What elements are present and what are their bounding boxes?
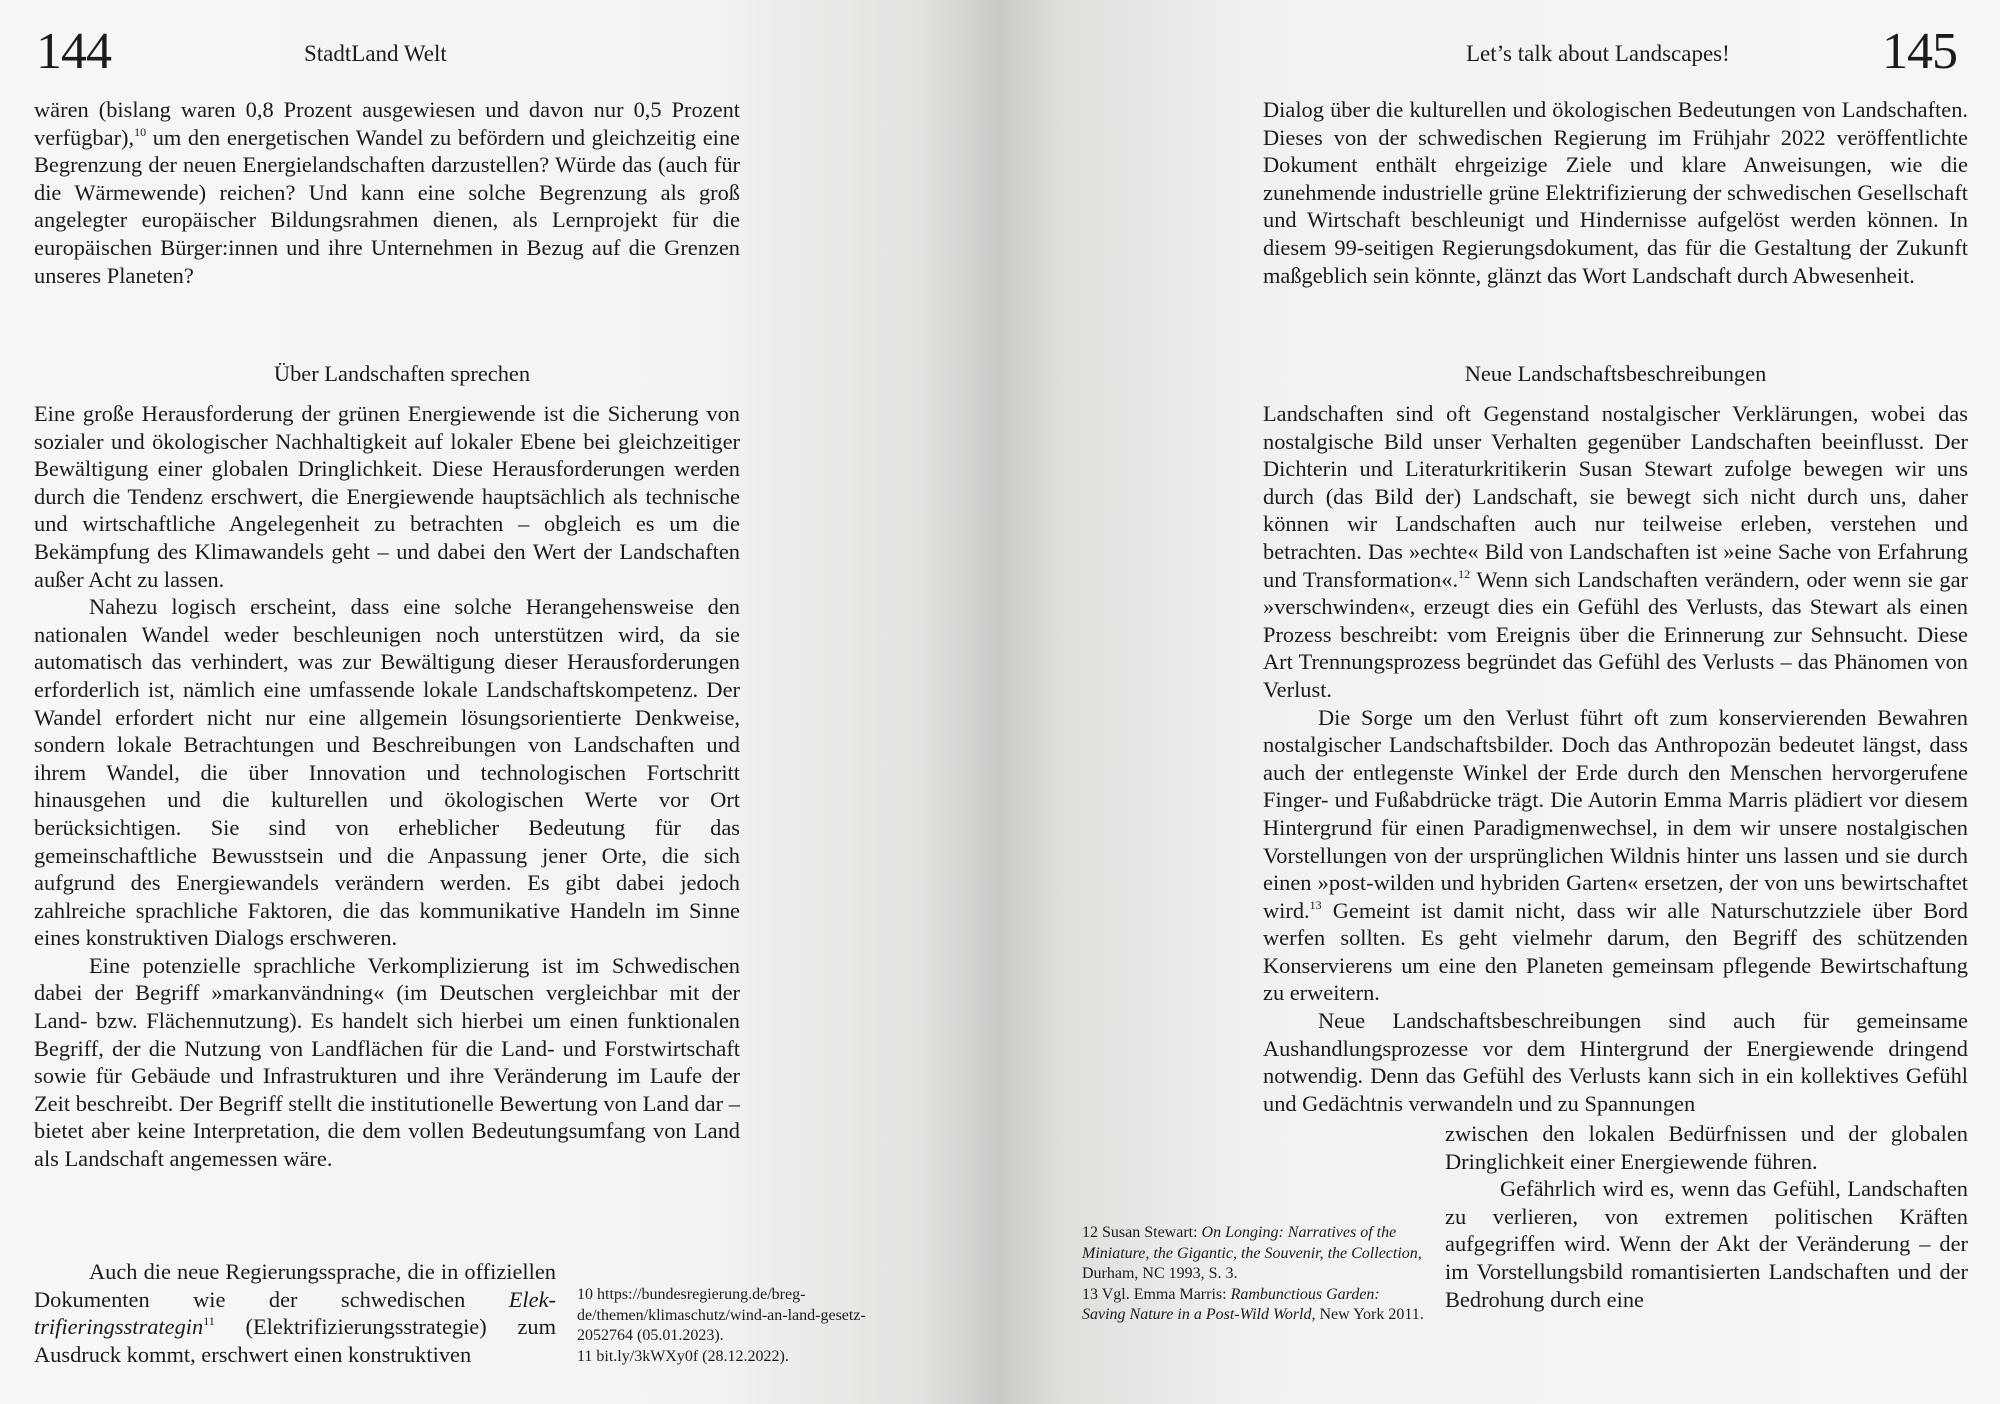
paragraph: Gefährlich wird es, wenn das Gefühl, Landschaften zu verlieren, von extremen politischen Kräften aufgegriffen wird. Wenn der Akt der Veränderung – der im Vorstellungsbild romantisierten Landschaften und der Bedrohung durch eine	[1445, 1176, 1968, 1312]
italic-text: Elektrifieringsstrategin	[34, 1286, 556, 1340]
left-body	[34, 400, 740, 1173]
page-number: 144	[36, 23, 111, 80]
footnote: 13 Vgl. Emma Marris: Rambunctious Garden: Saving Nature in a Post-Wild World, New York 2011.	[1082, 1285, 1424, 1323]
right-body-top	[1263, 96, 1968, 289]
paragraph: Eine große Herausforderung der grünen Energiewende ist die Sicherung von sozialer und ökologischer Nachhaltigkeit auf lokaler Ebene bei gleichzeitiger Bewältigung einer globalen Dringlichkeit. Diese Herausforderungen werden durch die Tendenz erschwert, die Energiewende hauptsächlich als technische und wirtschaftliche Angelegenheit zu betrachten – obgleich es um die Bekämpfung des Klimawandels geht – und dabei den Wert der Landschaften außer Acht zu lassen.	[34, 401, 740, 592]
paragraph: Die Sorge um den Verlust führt oft zum konservierenden Bewahren nostalgischer Landschaftsbilder. Doch das Anthropozän bedeutet längst, dass auch der entlegenste Winkel der Erde durch den Menschen hervorgerufene Finger- und Fußabdrücke trägt. Die Autorin Emma Marris plädiert vor diesem Hintergrund für einen Paradigmenwechsel, in dem wir unsere nostalgischen Vorstellungen von der ursprünglichen Wildnis hinter uns lassen und sie durch einen »post-wilden und hybriden Garten« ersetzen, der von uns bewirtschaftet wird.$^{13}$ Gemeint ist damit nicht, dass wir alle Naturschutzziele über Bord werfen sollten. Es geht vielmehr darum, den Begriff des schützenden Konservierens um eine den Planeten gemeinsam pflegende Bewirtschaftung zu erweitern.	[1263, 704, 1968, 1006]
footnote-ref: 11	[203, 1314, 215, 1329]
footnote-ref: 10	[134, 124, 147, 139]
paragraph: Nahezu logisch erscheint, dass eine solche Herangehensweise den nationalen Wandel weder beschleunigen noch unterstützen wird, da sie automatisch das verhindert, was zur Bewältigung dieser Herausforderungen erforderlich ist, nämlich eine umfassende lokale Landschaftskompetenz. Der Wandel erfordert nicht nur eine allgemein lösungsorientierte Denkweise, sondern lokale Betrachtungen und Beschreibungen von Landschaften und ihrem Wandel, die über Innovation und technologischen Fortschritt hinausgehen und die kulturellen und ökologischen Werte vor Ort berücksichtigen. Sie sind von erheblicher Bedeutung für das gemeinschaftliche Bewusstsein und die Anpassung jener Orte, die sich aufgrund des Energiewandels verändern werden. Es gibt dabei jedoch zahlreiche sprachliche Faktoren, die das kommunikative Handeln im Sinne eines konstruktiven Dialogs erschweren.	[34, 594, 740, 951]
footnote: 10 https://bundesregierung.de/breg-de/themen/klimaschutz/wind-an-land-gesetz-2052764 (05.01.2023).	[577, 1286, 866, 1344]
right-body	[1263, 400, 1968, 1117]
footnotes	[1082, 1223, 1427, 1326]
footnote: 12 Susan Stewart: On Longing: Narratives of the Miniature, the Gigantic, the Souvenir, the Collection, Durham, NC 1993, S. 3.	[1082, 1224, 1422, 1282]
footnote: 11 bit.ly/3kWXy0f (28.12.2022).	[577, 1347, 789, 1365]
italic-text: Rambunctious Garden: Saving Nature in a Post-Wild World,	[1082, 1285, 1380, 1323]
paragraph: Landschaften sind oft Gegenstand nostalgischer Verklärungen, wobei das nostalgische Bild unser Verhalten gegenüber Landschaften beeinflusst. Der Dichterin und Literaturkritikerin Susan Stewart zufolge bewegen wir uns durch (das Bild der) Landschaft, sie bewegt sich nicht durch uns, daher können wir Landschaften auch nur teilweise erleben, verstehen und betrachten. Das »echte« Bild von Landschaften ist »eine Sache von Erfahrung und Transformation«.$^{12}$ Wenn sich Landschaften verändern, oder wenn sie gar »verschwinden«, erzeugt dies ein Gefühl des Verlusts, das Stewart als einen Prozess beschreibt: vom Ereignis über die Erinnerung zur Sehnsucht. Diese Art Trennungsprozess begründet das Gefühl des Verlusts – das Phänomen von Verlust.	[1263, 401, 1968, 702]
right-body-narrow	[1445, 1120, 1968, 1313]
paragraph: Dialog über die kulturellen und ökologischen Bedeutungen von Landschaften. Dieses von der schwedischen Regierung im Frühjahr 2022 veröffentlichte Dokument enthält ehrgeizige Ziele und klare Anweisungen, wie die zunehmende industrielle grüne Elektrifizierung der schwedischen Gesellschaft und Wirtschaft beschleunigt und Hindernisse aufgelöst werden können. In diesem 99-seitigen Regierungsdokument, das für die Gestaltung der Zukunft maßgeblich sein könnte, glänzt das Wort Landschaft durch Abwesenheit.	[1263, 97, 1968, 288]
right-page	[1000, 0, 2000, 1404]
left-body-bottom	[34, 1258, 556, 1368]
right-heading-wrap	[1263, 360, 1968, 388]
left-body-top	[34, 96, 740, 289]
paragraph: Auch die neue Regierungssprache, die in offiziellen Dokumenten wie der schwedischen Elektrifieringsstrategin$^{11}$ (Elektrifizierungsstrategie) zum Ausdruck kommt, erschwert einen konstruktiven	[34, 1259, 556, 1367]
paragraph: wären (bislang waren 0,8 Prozent ausgewiesen und davon nur 0,5 Prozent verfügbar),$^{10}$ um den energetischen Wandel zu befördern und gleichzeitig eine Begrenzung der neuen Energielandschaften darzustellen? Würde das (auch für die Wärmewende) reichen? Und kann eine solche Begrenzung als groß angelegter europäischer Bildungsrahmen dienen, als Lernprojekt für die europäischen Bürger:innen und ihre Unternehmen in Bezug auf die Grenzen unseres Planeten?	[34, 97, 740, 288]
paragraph: Neue Landschaftsbeschreibungen sind auch für gemeinsame Aushandlungsprozesse vor dem Hintergrund der Energiewende dringend notwendig. Denn das Gefühl des Verlusts kann sich in ein kollektives Gefühl und Gedächtnis verwandeln und zu Spannungen	[1263, 1008, 1968, 1116]
running-head: StadtLand Welt	[304, 41, 447, 66]
page-number: 145	[1882, 23, 1957, 80]
footnote-ref: 13	[1309, 897, 1322, 912]
paragraph: zwischen den lokalen Bedürfnissen und der globalen Dringlichkeit einer Energiewende führen.	[1445, 1121, 1968, 1174]
paragraph: Eine potenzielle sprachliche Verkomplizierung ist im Schwedischen dabei der Begriff »markanvändning« (im Deutschen vergleichbar mit der Land- bzw. Flächennutzung). Es handelt sich hierbei um einen funktionalen Begriff, der die Nutzung von Landflächen für die Land- und Forstwirtschaft sowie für Gebäude und Infrastrukturen und ihre Veränderung im Laufe der Zeit beschreibt. Der Begriff stellt die institutionelle Bewertung von Land dar – bietet aber keine Interpretation, die dem vollen Bedeutungsumfang von Land als Landschaft angemessen wäre.	[34, 952, 740, 1172]
section-heading: Über Landschaften sprechen	[273, 361, 531, 386]
footnote-ref: 12	[1458, 566, 1471, 581]
footnotes	[577, 1285, 917, 1367]
italic-text: On Longing: Narratives of the Miniature, the Gigantic, the Souvenir, the Collection,	[1082, 1224, 1422, 1262]
running-head: Let’s talk about Landscapes!	[1466, 41, 1730, 66]
section-heading: Neue Landschaftsbeschreibungen	[1464, 361, 1767, 386]
left-heading-wrap	[34, 360, 740, 388]
